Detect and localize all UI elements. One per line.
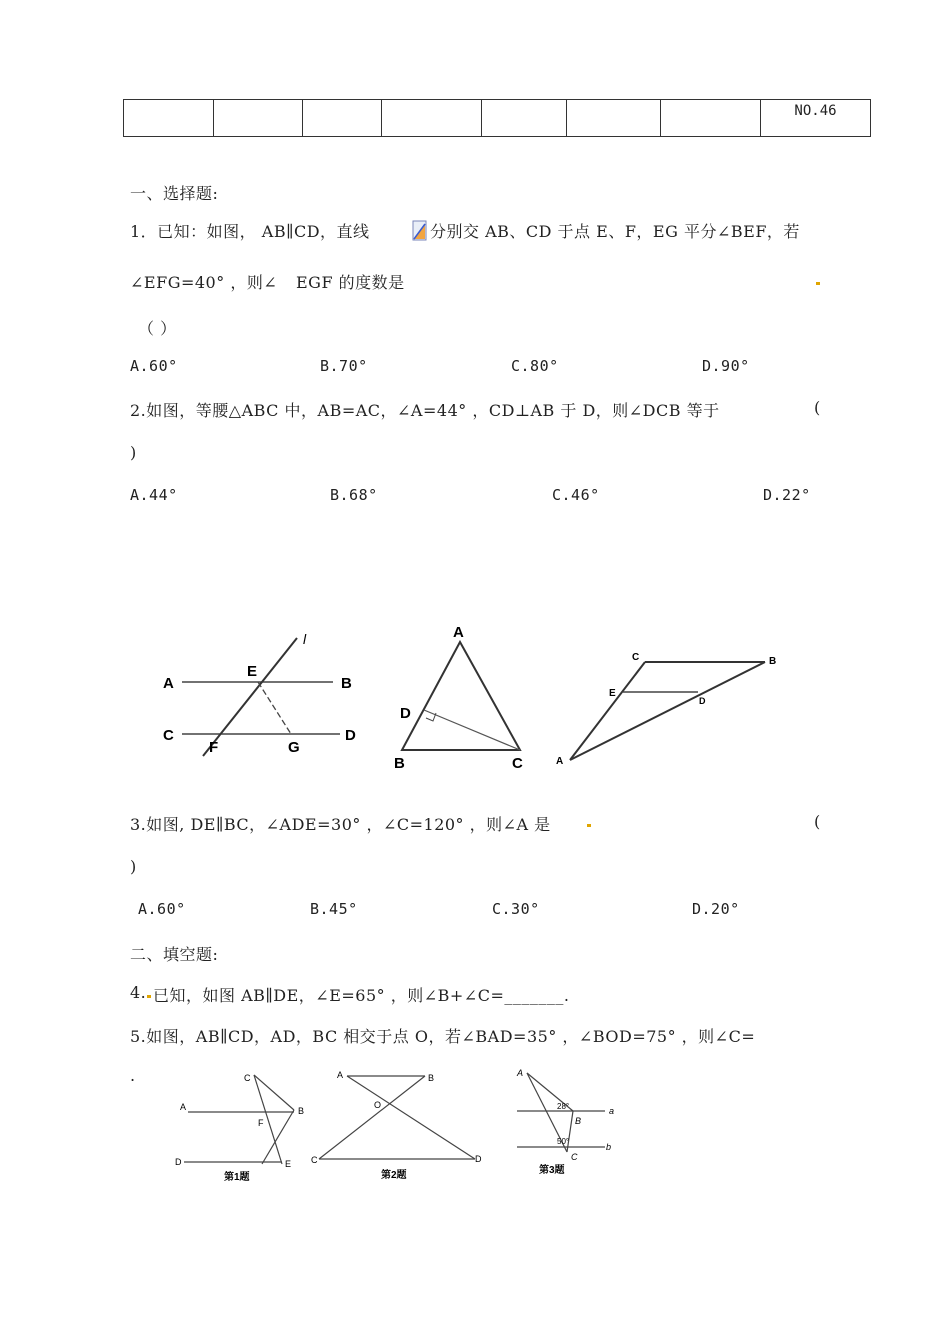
angle-50: 50° [557,1137,570,1146]
header-cell [124,100,214,137]
q1-option-c: C.80° [511,357,559,375]
label-o: O [374,1100,382,1110]
label-d: D [175,1157,182,1167]
q1-option-a: A.60° [130,357,178,375]
label-a: A [453,624,464,641]
q1-line1-part1: 1．已知：如图， AB∥CD，直线 [130,222,370,241]
header-cell [303,100,382,137]
header-cell [214,100,303,137]
label-c: C [163,727,174,744]
line-ab [570,662,765,760]
marker-dot [587,824,591,827]
triangle-abc [402,642,520,750]
label-b: B [298,1106,305,1116]
figure-parallel-transversal [155,630,370,760]
label-a: A [180,1102,187,1112]
header-cell [567,100,661,137]
figure-q3-small [505,1064,635,1180]
segment-bc [319,1076,425,1159]
q1-paren: （ ） [138,319,177,338]
label-d: D [345,727,356,744]
q3-option-b: B.45° [310,900,358,918]
header-cell [661,100,761,137]
q1-line1-part2: 分别交 AB、CD 于点 E、F，EG 平分∠BEF，若 [430,222,800,241]
label-d: D [475,1154,482,1164]
q3-option-a: A.60° [138,900,186,918]
figure-de-parallel-bc [550,650,790,770]
header-cell [382,100,482,137]
segment-ad [347,1076,475,1159]
label-c: C [311,1155,318,1165]
figure-caption: 第3题 [539,1165,565,1176]
section-title-fill: 二、填空题: [130,945,219,964]
figure-caption: 第2题 [381,1170,407,1181]
q3-line1: 3.如图, DE∥BC，∠ADE=30° ，∠C=120° ，则∠A 是 [130,815,551,834]
q1-option-d: D.90° [702,357,750,375]
angle-28: 28° [557,1102,570,1111]
segment-bf [262,1110,294,1164]
label-a: A [337,1070,344,1080]
q1-line2-part2: EGF 的度数是 [296,273,405,292]
q2-option-a: A.44° [130,486,178,504]
marker-dot [147,995,151,998]
label-b: B [428,1073,435,1083]
q2-paren-open: ( [814,398,821,417]
line-ac [570,662,645,760]
marker-dot [816,282,820,285]
label-b: B [341,675,352,692]
header-cell-number: NO.46 [761,100,871,137]
q3-option-c: C.30° [492,900,540,918]
q2-option-d: D.22° [763,486,811,504]
label-c: C [571,1152,578,1162]
label-small-a: a [609,1106,615,1116]
label-f: F [209,739,219,756]
label-b: B [394,755,405,772]
label-b: B [769,656,777,667]
label-e: E [285,1159,292,1169]
header-table [123,99,871,137]
q2-option-b: B.68° [330,486,378,504]
inline-image-icon [412,220,428,242]
section-title-choice: 一、选择题: [130,184,219,203]
label-l: l [303,631,307,647]
label-d: D [400,705,411,722]
figure-isosceles-triangle [390,622,540,772]
q2-option-c: C.46° [552,486,600,504]
q3-paren-close: ) [130,857,137,876]
label-f: F [258,1118,264,1128]
segment-cd [424,710,520,750]
figure-caption: 第1题 [224,1172,250,1183]
figure-q1-small [170,1068,310,1188]
label-b: B [575,1116,582,1126]
label-a: A [163,675,174,692]
q2-paren-close: ) [130,443,137,462]
figure-q2-small [305,1066,495,1186]
label-e: E [247,663,258,680]
label-c: C [512,755,523,772]
q5-line1: 5.如图，AB∥CD，AD，BC 相交于点 O，若∠BAD=35° ，∠BOD=75° ，则∠C= [130,1027,756,1046]
label-a: A [556,756,564,767]
label-a: A [517,1068,524,1078]
q1-option-b: B.70° [320,357,368,375]
q3-option-d: D.20° [692,900,740,918]
label-d: D [699,696,706,706]
q3-paren-open: ( [814,812,821,831]
q5-line2: . [130,1066,136,1085]
header-cell [482,100,567,137]
q2-line1: 2.如图，等腰△ABC 中，AB=AC，∠A=44° ，CD⊥AB 于 D，则∠DCB 等于 [130,401,720,420]
label-c: C [244,1073,251,1083]
label-e: E [609,688,616,699]
label-small-b: b [606,1142,612,1152]
label-g: G [288,739,300,756]
q4-text: 已知，如图 AB∥DE，∠E=65° ，则∠B+∠C=_______. [153,986,570,1005]
q4-prefix: 4. [130,983,147,1002]
q1-line2: ∠EFG=40° ，则∠ [130,273,278,292]
segment-eg [258,682,291,734]
label-c: C [632,652,640,663]
